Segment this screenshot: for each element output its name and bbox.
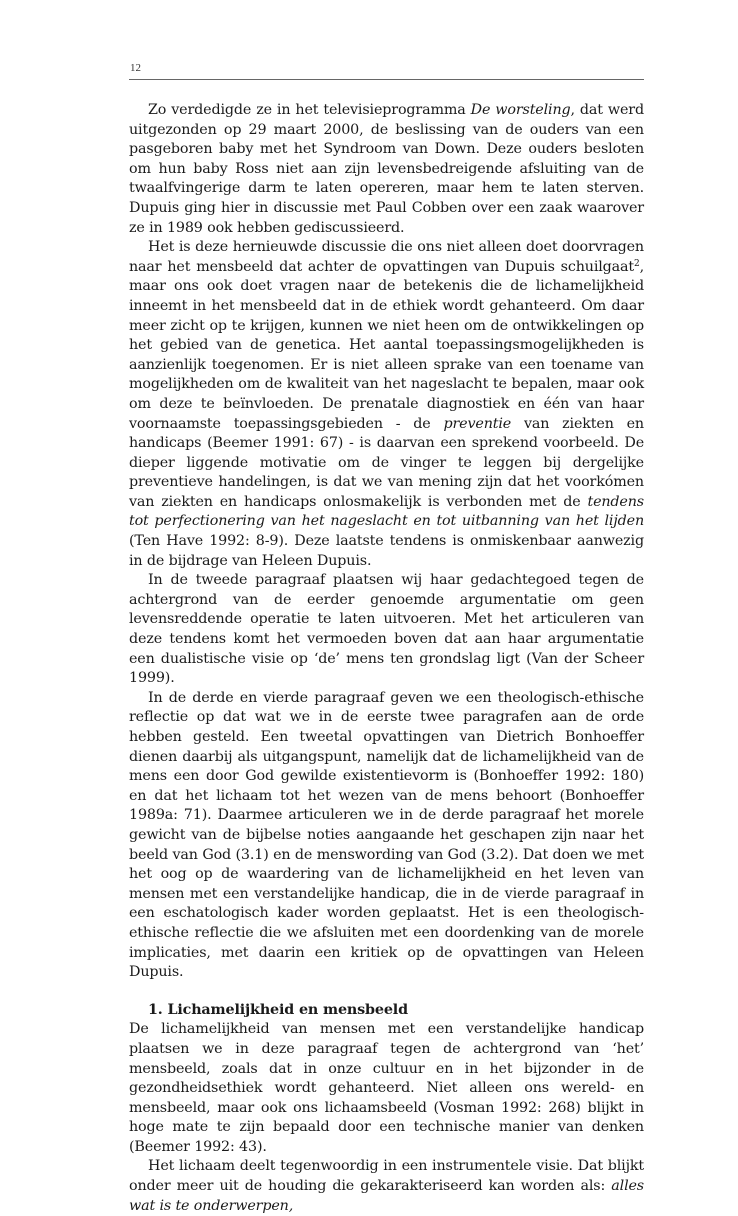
emphasis-tendens: tendens tot perfectionering van het nageslacht en tot uitbanning van het lijden <box>129 493 644 530</box>
paragraph-5: De lichamelijkheid van mensen met een verstandelijke handicap plaatsen we in deze paragraaf tegen de achtergrond van ‘het’ mensbeeld, zoals dat in onze cultuur en in het bijzonder in de gezondheidsethiek wordt gehanteerd. Niet alleen ons wereld- en mensbeeld, maar ook ons lichaamsbeeld (Vosman 1992: 268) blijkt in hoge mate te zijn bepaald door een technische manier van denken (Beemer 1992: 43). <box>129 1021 644 1155</box>
paragraph-2-text-end: (Ten Have 1992: 8-9). Deze laatste tendens is onmiskenbaar aanwezig in de bijdrage van Heleen Dupuis. <box>129 533 644 569</box>
paragraph-1 <box>129 101 644 238</box>
header-rule <box>129 79 644 80</box>
paragraph-2-text-cont2: van ziekten en handicaps (Beemer 1991: 67) - is daarvan een sprekend voorbeeld. De dieper liggende motivatie om de vinger te leggen bij dergelijke preventieve handelingen, is dat we van mening zijn dat het voorkómen van ziekten en handicaps onlosmakelijk is verbonden met de <box>129 415 644 510</box>
emphasis-alles: alles wat is te onderwerpen, <box>129 1178 644 1214</box>
paragraph-3: In de tweede paragraaf plaatsen wij haar gedachtegoed tegen de achtergrond van de eerder genoemde argumentatie om geen levensreddende operatie te laten uitvoeren. Met het articuleren van deze tendens komt het vermoeden boven dat aan haar argumentatie een dualistische visie op ‘de’ mens ten grondslag ligt (Van der Scheer 1999). <box>129 572 644 687</box>
page-number: 12 <box>130 62 141 74</box>
section-heading: 1. Lichamelijkheid en mensbeeld <box>148 1001 408 1018</box>
paragraph-2 <box>129 238 644 571</box>
paragraph-1-text: Zo verdedigde ze in het televisieprogramma <box>148 102 471 118</box>
paragraph-2-text-cont: , maar ons ook doet vragen naar de betekenis die de lichamelijkheid inneemt in het mensbeeld dat in de ethiek wordt gehanteerd. Om daar meer zicht op te krijgen, kunnen we niet heen om de ontwikkelingen op het gebied van de genetica. Het aantal toepassingsmogelijkheden is aanzienlijk toegenomen. Er is niet alleen sprake van een toename van mogelijkheden om de kwaliteit van het nageslacht te bepalen, maar ook om deze te beïnvloeden. De prenatale diagnostiek en één van haar voornaamste toepassingsgebieden - de <box>129 258 644 432</box>
emphasis-preventie: preventie <box>443 415 512 432</box>
footnote-reference: 2 <box>634 258 640 269</box>
paragraph-4: In de derde en vierde paragraaf geven we een theologisch-ethische reflectie op dat wat we in de eerste twee paragrafen aan de orde hebben gesteld. Een tweetal opvattingen van Dietrich Bonhoeffer dienen daarbij als uitgangspunt, namelijk dat de lichamelijkheid van de mens een door God gewilde existentievorm is (Bonhoeffer 1992: 180) en dat het lichaam tot het wezen van de mens behoort (Bonhoeffer 1989a: 71). Daarmee articuleren we in de derde paragraaf het morele gewicht van de bijbelse noties aangaande het geschapen zijn naar het beeld van God (3.1) en de menswording van God (3.2). Dat doen we met het oog op de waardering van de lichamelijkheid en het leven van mensen met een verstandelijke handicap, die in de vierde paragraaf in een eschatologisch kader worden geplaatst. Het is een theologisch-ethische reflectie die we afsluiten met een doordenking van de morele implicaties, met daarin een kritiek op de opvattingen van Heleen Dupuis. <box>129 689 644 981</box>
paragraph-6 <box>129 1157 644 1216</box>
paragraph-1-text-end: , dat werd uitgezonden op 29 maart 2000, de beslissing van de ouders van een pasgeboren baby met het Syndroom van Down. Deze ouders besloten om hun baby Ross niet aan zijn levensbedreigende afsluiting van de twaalfvingerige darm te laten opereren, maar hem te laten sterven. Dupuis ging hier in discussie met Paul Cobben over een zaak waarover ze in 1989 ook hebben gediscussieerd. <box>129 102 644 236</box>
section-spacer <box>129 983 644 1001</box>
paragraph-2-text: Het is deze hernieuwde discussie die ons niet alleen doet doorvragen naar het mensbeeld dat achter de opvattingen van Dupuis schuilgaat <box>129 239 644 275</box>
body-text <box>129 101 644 1216</box>
program-title: De worsteling <box>470 102 571 118</box>
paragraph-6-text: Het lichaam deelt tegenwoordig in een instrumentele visie. Dat blijkt onder meer uit de houding die gekarakteriseerd kan worden als: <box>129 1158 644 1195</box>
